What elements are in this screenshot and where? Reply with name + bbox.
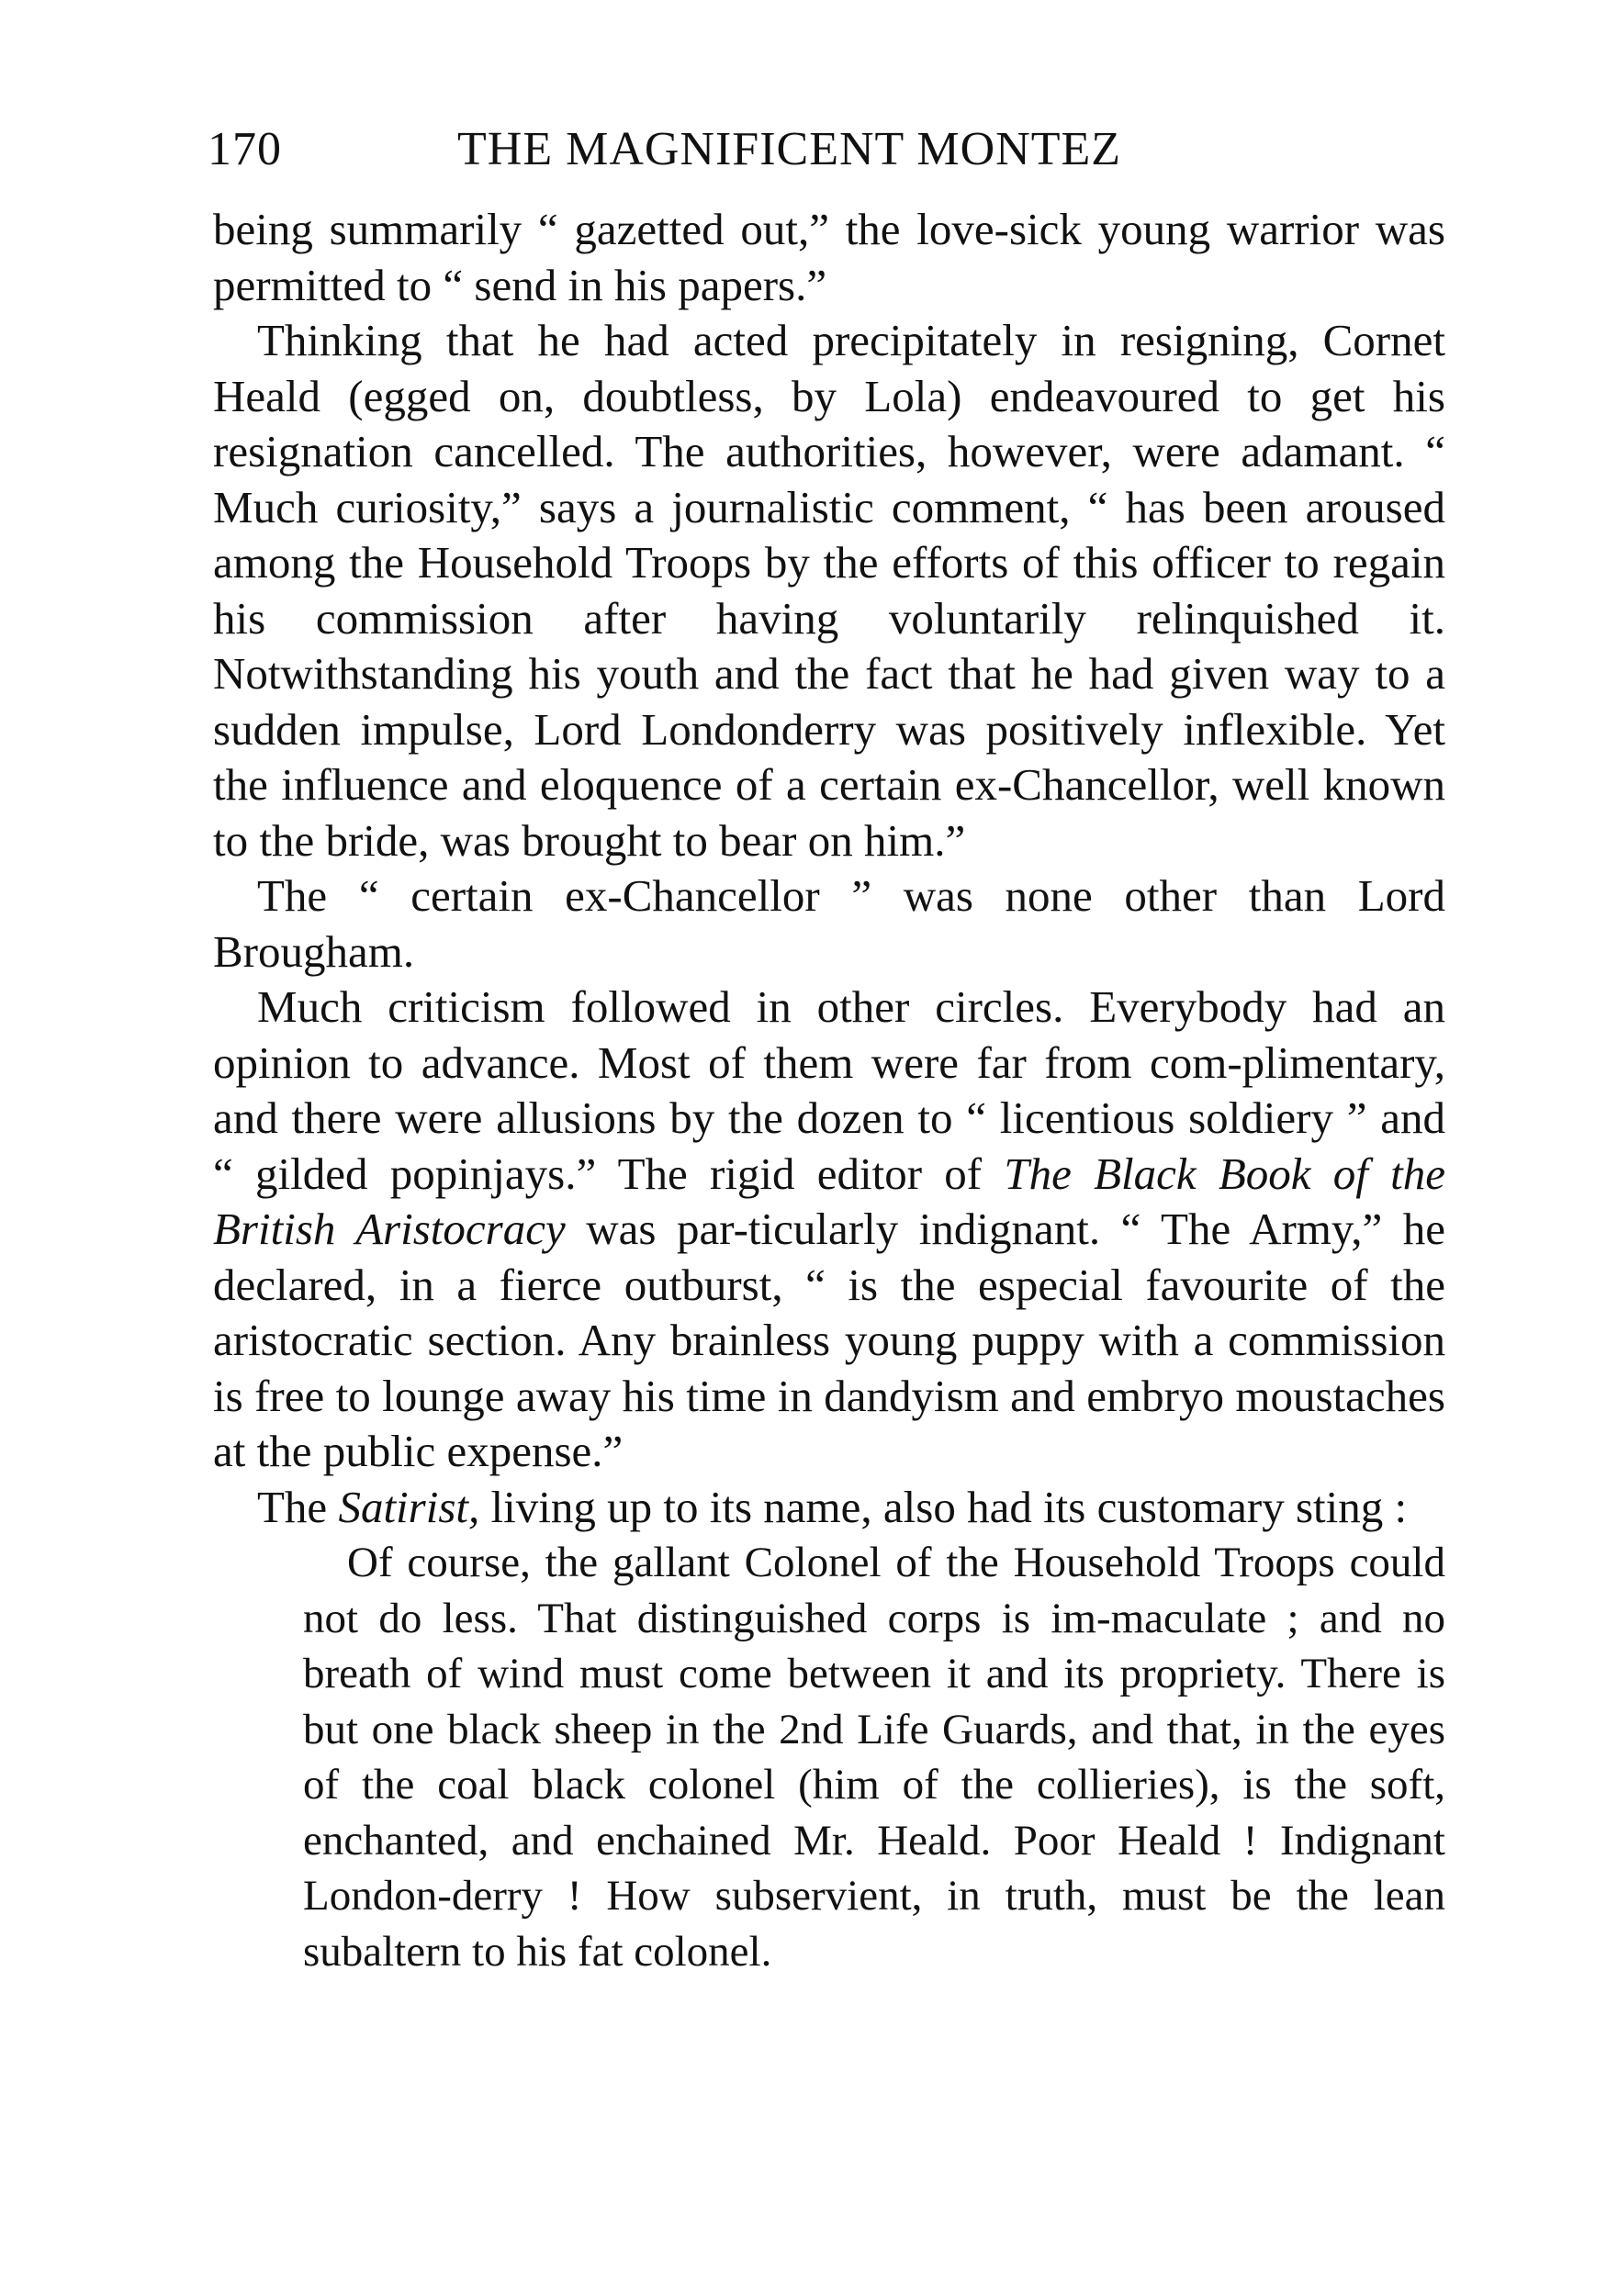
- book-title-italic: The Black Book of the British Aristocracy: [213, 1148, 1445, 1254]
- page-number: 170: [208, 123, 282, 175]
- quote-text: Of course, the gallant Colonel of the Household Troops could not do less. That distinguished corps is im-maculate ; and no breath of wind must come between it and its propriety. There is but one black sheep in the 2nd Life Guards, and that, in the eyes of the coal black colonel (him of the collieries), is the soft, enchanted, and enchained Mr. Heald. Poor Heald ! Indignant London-derry ! How subservient, in truth, must be the lean subaltern to his fat colonel.: [303, 1539, 1445, 1976]
- paragraph-criticism: [213, 980, 1445, 1480]
- paragraph-continuation: [213, 202, 1445, 313]
- body-text: [213, 202, 1445, 1979]
- paragraph-satirist: [213, 1480, 1445, 1536]
- paragraph-text: Thinking that he had acted precipitately in resigning, Cornet Heald (egged on, doubtless, by Lola) endeavoured to get his resignation cancelled. The authorities, however, were adamant. “ Much curiosity,” says a journalistic comment, “ has been aroused among the Household Troops by the efforts of this officer to regain his commission after having voluntarily relinquished it. Notwithstanding his youth and the fact that he had given way to a sudden impulse, Lord Londonderry was positively inflexible. Yet the influence and eloquence of a certain ex-Chancellor, well known to the bride, was brought to bear on him.”: [213, 315, 1445, 866]
- paragraph-text: being summarily “ gazetted out,” the love-sick young warrior was permitted to “ send in his papers.”: [213, 204, 1445, 310]
- paragraph-brougham: [213, 868, 1445, 980]
- paragraph-text: living up to its name, also had its customary sting :: [479, 1481, 1408, 1532]
- paragraph-text: Much criticism followed in other circles. Everybody had an opinion to advance. Most of them were far from com-plimentary, and there were allusions by the dozen to “ licentious soldiery ” and “ gilded popinjays.” The rigid editor of: [213, 981, 1445, 1199]
- paragraph-text: The: [257, 1481, 339, 1532]
- paragraph-text: was par-ticularly indignant. “ The Army,” he declared, in a fierce outburst, “ is the especial favourite of the aristocratic section. Any brainless young puppy with a commission is free to lounge away his time in dandyism and embryo moustaches at the public expense.”: [213, 1204, 1446, 1476]
- block-quote: [303, 1535, 1445, 1979]
- publication-title-italic: Satirist,: [338, 1481, 480, 1532]
- running-head: [208, 118, 1456, 182]
- paragraph-resignation: [213, 313, 1445, 868]
- running-title: THE MAGNIFICENT MONTEZ: [457, 123, 1121, 175]
- paragraph-text: The “ certain ex-Chancellor ” was none other than Lord Brougham.: [213, 870, 1445, 977]
